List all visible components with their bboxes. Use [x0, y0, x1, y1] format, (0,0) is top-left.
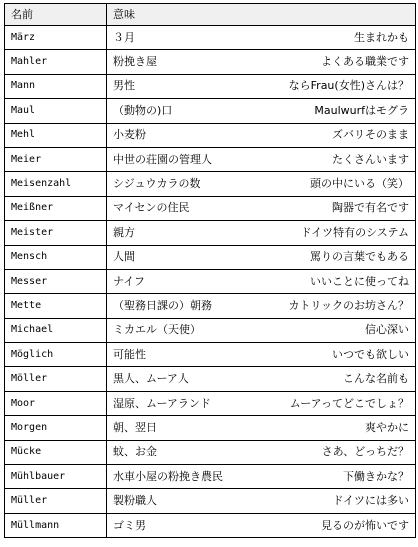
comment-text: 生まれかも	[354, 30, 409, 44]
surname-cell: Meisenzahl	[5, 172, 107, 196]
surname-cell: Meißner	[5, 196, 107, 220]
meaning-text: 小麦粉	[113, 128, 146, 142]
comment-text: ドイツ特有のシステム	[300, 225, 409, 239]
surname-cell: Michael	[5, 318, 107, 342]
meaning-cell	[107, 416, 416, 440]
meaning-text: ゴミ男	[113, 518, 146, 532]
table-row	[5, 294, 416, 318]
meaning-cell	[107, 123, 416, 147]
meaning-cell	[107, 343, 416, 367]
surname-cell: Meier	[5, 147, 107, 171]
meaning-cell	[107, 294, 416, 318]
surname-cell: Morgen	[5, 416, 107, 440]
meaning-cell	[107, 196, 416, 220]
comment-text: カトリックのお坊さん？	[288, 298, 409, 312]
comment-text: よくある職業です	[321, 55, 409, 69]
meaning-text: 製粉職人	[113, 494, 157, 508]
comment-text: いつでも欲しい	[332, 347, 409, 361]
comment-text: ズバリそのまま	[332, 128, 409, 142]
meaning-cell	[107, 269, 416, 293]
meaning-cell	[107, 74, 416, 98]
meaning-cell	[107, 513, 416, 537]
surname-table-container	[4, 3, 416, 538]
surname-cell: Mücke	[5, 440, 107, 464]
surname-cell: Maul	[5, 99, 107, 123]
surname-cell: Moor	[5, 391, 107, 415]
comment-text: 陶器で有名です	[332, 201, 409, 215]
surname-cell: Mette	[5, 294, 107, 318]
comment-text: Maulwurfはモグラ	[314, 103, 409, 117]
surname-cell: Messer	[5, 269, 107, 293]
meaning-cell	[107, 440, 416, 464]
comment-text: たくさんいます	[332, 152, 409, 166]
surname-cell: Mehl	[5, 123, 107, 147]
meaning-text: シジュウカラの数	[113, 177, 201, 191]
table-row	[5, 367, 416, 391]
meaning-text: 湿原、ムーアランド	[113, 396, 211, 410]
meaning-text: 親方	[113, 225, 135, 239]
meaning-text: 男性	[113, 79, 135, 93]
meaning-cell	[107, 318, 416, 342]
meaning-cell	[107, 221, 416, 245]
comment-text: ならFrau(女性)さんは？	[288, 79, 409, 93]
table-row	[5, 245, 416, 269]
meaning-text: ナイフ	[113, 274, 145, 288]
table-row	[5, 50, 416, 74]
comment-text: 信心深い	[365, 323, 409, 337]
table-row	[5, 26, 416, 50]
meaning-text: 黒人、ムーア人	[113, 372, 189, 386]
surname-cell: Müller	[5, 489, 107, 513]
meaning-text: 粉挽き屋	[113, 55, 157, 69]
meaning-cell	[107, 172, 416, 196]
header-meaning: 意味	[107, 4, 416, 26]
surname-meaning-table	[4, 3, 416, 538]
table-row	[5, 123, 416, 147]
comment-text: いいことに使ってね	[310, 274, 409, 288]
comment-text: 罵りの言葉でもある	[310, 250, 409, 264]
meaning-cell	[107, 245, 416, 269]
table-row	[5, 147, 416, 171]
comment-text: さあ、どっちだ？	[321, 445, 409, 459]
meaning-cell	[107, 147, 416, 171]
meaning-cell	[107, 367, 416, 391]
table-row	[5, 440, 416, 464]
comment-text: 爽やかに	[365, 420, 409, 434]
table-row	[5, 318, 416, 342]
comment-text: 見るのが怖いです	[321, 518, 409, 532]
comment-text: ムーアってどこでしょ？	[289, 396, 409, 410]
meaning-text: 人間	[113, 250, 135, 264]
meaning-text: ミカエル（天使）	[113, 323, 201, 337]
header-name: 名前	[5, 4, 107, 26]
meaning-cell	[107, 465, 416, 489]
table-row	[5, 391, 416, 415]
meaning-text: 中世の荘園の管理人	[113, 152, 212, 166]
meaning-text: （動物の)口	[113, 103, 173, 117]
table-row	[5, 465, 416, 489]
table-row	[5, 416, 416, 440]
surname-cell: März	[5, 26, 107, 50]
surname-cell: Möller	[5, 367, 107, 391]
table-row	[5, 489, 416, 513]
meaning-cell	[107, 50, 416, 74]
comment-text: 下働きかな？	[343, 469, 409, 483]
meaning-text: （聖務日課の）朝務	[113, 298, 212, 312]
comment-text: こんな名前も	[343, 372, 409, 386]
meaning-text: 朝、翌日	[113, 420, 157, 434]
meaning-text: ３月	[113, 30, 135, 44]
comment-text: ドイツには多い	[332, 494, 409, 508]
surname-cell: Mahler	[5, 50, 107, 74]
surname-cell: Mensch	[5, 245, 107, 269]
surname-cell: Mühlbauer	[5, 465, 107, 489]
meaning-cell	[107, 489, 416, 513]
table-row	[5, 196, 416, 220]
surname-cell: Möglich	[5, 343, 107, 367]
table-row	[5, 74, 416, 98]
table-body	[5, 26, 416, 538]
table-header-row	[5, 4, 416, 26]
meaning-cell	[107, 99, 416, 123]
table-row	[5, 513, 416, 537]
meaning-text: 蚊、お金	[113, 445, 157, 459]
meaning-cell	[107, 26, 416, 50]
meaning-text: 可能性	[113, 347, 146, 361]
table-row	[5, 343, 416, 367]
table-row	[5, 172, 416, 196]
surname-cell: Mann	[5, 74, 107, 98]
meaning-cell	[107, 391, 416, 415]
table-row	[5, 269, 416, 293]
meaning-text: 水車小屋の粉挽き農民	[113, 469, 223, 483]
comment-text: 頭の中にいる（笑）	[310, 177, 409, 191]
surname-cell: Meister	[5, 221, 107, 245]
table-row	[5, 221, 416, 245]
surname-cell: Müllmann	[5, 513, 107, 537]
meaning-text: マイセンの住民	[113, 201, 190, 215]
table-row	[5, 99, 416, 123]
